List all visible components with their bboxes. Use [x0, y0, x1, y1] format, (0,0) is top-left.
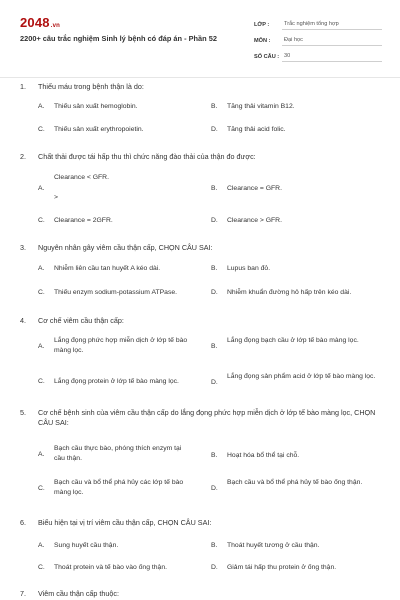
question-number: 1. — [20, 82, 26, 91]
option-text: Tăng thải acid folic. — [227, 126, 286, 133]
option-text: Bạch cầu thực bào, phóng thích enzym tại cầu thận. — [54, 445, 182, 462]
option-text: Nhiễm khuẩn đường hô hấp trên kéo dài. — [227, 289, 352, 296]
option-key: C. — [38, 564, 45, 571]
option-text: Lắng đọng sản phẩm acid ở lớp tế bào màng lọc. — [227, 373, 376, 380]
option-text: Bạch cầu và bổ thể phá hủy các lớp tế bào màng lọc. — [54, 479, 184, 496]
option-text: Bạch cầu và bổ thể phá hủy tế bào ống thận. — [227, 479, 363, 486]
document-title: 2200+ câu trắc nghiệm Sinh lý bệnh có đáp án - Phần 52 — [20, 34, 217, 43]
option-key: B. — [211, 103, 218, 110]
document-header — [0, 0, 400, 78]
option-key: B. — [211, 452, 218, 459]
question-number: 3. — [20, 243, 26, 252]
meta-value: 30 — [282, 53, 382, 62]
document-meta — [254, 14, 382, 62]
option-text: Lắng đọng bạch cầu ở lớp tế bào màng lọc. — [227, 337, 359, 344]
option-text: Lupus ban đỏ. — [227, 265, 271, 272]
meta-value: Đại học — [282, 37, 382, 46]
option-text: Thiếu sản xuất erythropoietin. — [54, 126, 144, 133]
option-key: D. — [211, 126, 218, 133]
option-key: D. — [211, 485, 218, 492]
option-text: Tăng thải vitamin B12. — [227, 103, 295, 110]
option-key: A. — [38, 542, 45, 549]
question-text: Nguyên nhân gây viêm cầu thận cấp, CHỌN CÂU SAI: — [38, 243, 213, 252]
question-text: Biểu hiện tại vị trí viêm cầu thận cấp, CHỌN CÂU SAI: — [38, 518, 212, 527]
meta-label: MÔN : — [254, 38, 271, 44]
option-key: C. — [38, 378, 45, 385]
question-text: Viêm cầu thận cấp thuộc: — [38, 589, 119, 598]
site-logo[interactable] — [20, 15, 60, 30]
question-number: 4. — [20, 316, 26, 325]
option-text: Thiếu enzym sodium-potassium ATPase. — [54, 289, 178, 296]
logo-suffix: .vn — [50, 23, 61, 29]
question-text: Thiếu máu trong bệnh thận là do: — [38, 82, 144, 91]
option-text: Thiếu sản xuất hemoglobin. — [54, 103, 138, 110]
option-key: A. — [38, 451, 45, 458]
question-text: Chất thải được tái hấp thu thì chức năng đào thải của thận đo được: — [38, 152, 256, 161]
option-key: C. — [38, 485, 45, 492]
question-number: 7. — [20, 589, 26, 598]
meta-row-count — [254, 46, 382, 62]
option-text: Hoạt hóa bổ thể tại chỗ. — [227, 452, 300, 459]
option-key: A. — [38, 343, 45, 350]
option-text: Clearance = 2GFR. — [54, 217, 113, 224]
meta-value: Trắc nghiệm tổng hợp — [282, 21, 382, 30]
option-key: B. — [211, 343, 218, 350]
option-key: C. — [38, 289, 45, 296]
option-key: D. — [211, 564, 218, 571]
question-text: Cơ chế bệnh sinh của viêm cầu thận cấp do lắng đọng phức hợp miễn dịch ở lớp tế bào màng lọc, CHỌN CÂU SAI: — [38, 408, 376, 427]
meta-row-class — [254, 14, 382, 30]
meta-row-subject — [254, 30, 382, 46]
header-divider — [0, 77, 400, 78]
option-text: Sung huyết cầu thận. — [54, 542, 119, 549]
option-text: Clearance < GFR. — [54, 174, 109, 181]
option-text-continued: > — [54, 194, 58, 201]
option-text: Giảm tái hấp thu protein ở ống thận. — [227, 564, 337, 571]
question-number: 2. — [20, 152, 26, 161]
option-key: C. — [38, 217, 45, 224]
question-number: 5. — [20, 408, 26, 417]
option-key: D. — [211, 379, 218, 386]
option-text: Clearance = GFR. — [227, 185, 282, 192]
option-text: Thoát huyết tương ở cầu thận. — [227, 542, 320, 549]
option-key: B. — [211, 542, 218, 549]
option-key: D. — [211, 289, 218, 296]
option-key: B. — [211, 185, 218, 192]
option-key: C. — [38, 126, 45, 133]
option-key: D. — [211, 217, 218, 224]
meta-label: SỐ CÂU : — [254, 54, 280, 60]
option-text: Thoát protein và tế bào vào ống thận. — [54, 564, 167, 571]
option-key: A. — [38, 265, 45, 272]
question-text: Cơ chế viêm cầu thận cấp: — [38, 316, 124, 325]
option-key: A. — [38, 185, 45, 192]
option-text: Clearance > GFR. — [227, 217, 282, 224]
option-key: A. — [38, 103, 45, 110]
option-text: Nhiễm liên cầu tan huyết A kéo dài. — [54, 265, 161, 272]
option-text: Lắng đọng phức hợp miễn dịch ở lớp tế bào màng lọc. — [54, 337, 188, 354]
option-text: Lắng đọng protein ở lớp tế bào màng lọc. — [54, 378, 179, 385]
meta-label: LỚP : — [254, 22, 270, 28]
option-key: B. — [211, 265, 218, 272]
logo-main: 2048 — [20, 15, 50, 30]
question-number: 6. — [20, 518, 26, 527]
